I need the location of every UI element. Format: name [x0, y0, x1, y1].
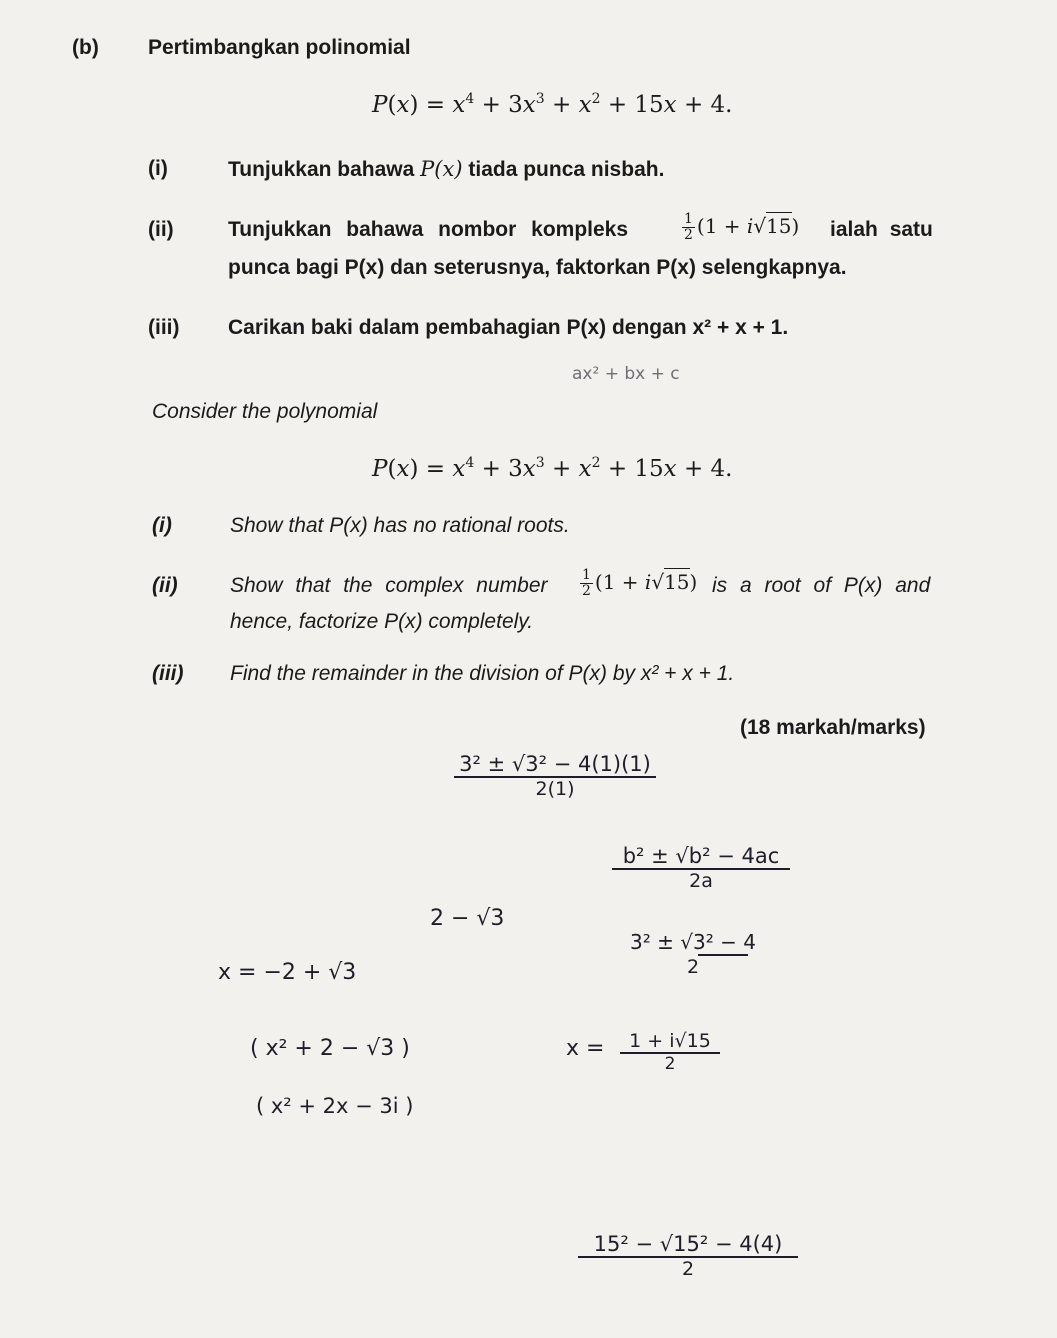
part-label: (b) — [72, 36, 99, 59]
malay-item-iii-text: Carikan baki dalam pembahagian P(x) dengan x² + x + 1. — [228, 316, 789, 339]
handwritten-fraction-5-numerator: 15² − √15² − 4(4) — [593, 1232, 783, 1256]
english-item-ii-number: (ii) — [152, 574, 178, 597]
handwritten-fraction-3-numerator: 3² ± √3² − 4 — [630, 930, 756, 954]
english-item-ii-line1-end: is a root of P(x) and — [712, 574, 931, 597]
handwritten-fraction-1-denominator: 2(1) — [535, 778, 575, 800]
english-item-iii-text: Find the remainder in the division of P(x) by x² + x + 1. — [230, 662, 735, 685]
malay-item-i-text: Tunjukkan bahawa P(x) tiada punca nisbah. — [228, 157, 665, 181]
malay-complex-number: $\frac{1}{2}$ (1 + i√15) — [684, 211, 800, 243]
handwritten-fraction-1-numerator: 3² ± √3² − 4(1)(1) — [459, 752, 651, 776]
english-item-iii-number: (iii) — [152, 662, 184, 685]
malay-item-ii-line1: Tunjukkan bahawa nombor kompleks — [228, 218, 629, 241]
english-item-i-text: Show that P(x) has no rational roots. — [230, 514, 570, 537]
handwritten-x-equals-neg2: x = −2 + √3 — [218, 960, 357, 985]
handwritten-x-equals: x = — [566, 1036, 605, 1061]
handwritten-fraction-4-denominator: 2 — [664, 1054, 676, 1074]
handwritten-factor-1: ( x² + 2 − √3 ) — [250, 1036, 410, 1061]
malay-item-ii-line2: punca bagi P(x) dan seterusnya, faktorkan P(x) selengkapnya. — [228, 256, 847, 279]
handwritten-fraction-4 — [620, 1030, 720, 1074]
handwritten-general-quadratic: ax² + bx + c — [572, 364, 680, 384]
english-polynomial: $P(x) = x^4 + 3x^3 + x^2 + 15x + 4$. — [372, 455, 733, 482]
handwritten-fraction-2-denominator: 2a — [689, 870, 713, 892]
handwritten-fraction-2 — [612, 844, 790, 892]
handwritten-fraction-5 — [578, 1232, 798, 1280]
malay-item-ii-number: (ii) — [148, 218, 174, 241]
marks-label: (18 markah/marks) — [740, 716, 926, 739]
english-item-ii-line1: Show that the complex number — [230, 574, 548, 597]
handwritten-fraction-1 — [454, 752, 656, 800]
malay-item-i-number: (i) — [148, 157, 168, 180]
handwritten-two-minus-root3: 2 − √3 — [430, 906, 505, 931]
english-complex-number: $\frac{1}{2}$ (1 + i√15) — [582, 567, 698, 599]
handwritten-fraction-3 — [618, 930, 768, 978]
handwritten-fraction-5-denominator: 2 — [681, 1258, 695, 1280]
malay-item-iii-number: (iii) — [148, 316, 180, 339]
handwritten-factor-2: ( x² + 2x − 3i ) — [256, 1094, 414, 1118]
english-intro: Consider the polynomial — [152, 400, 378, 423]
malay-polynomial: $P(x) = x^4 + 3x^3 + x^2 + 15x + 4$. — [372, 91, 733, 118]
english-item-i-number: (i) — [152, 514, 172, 537]
malay-item-ii-line1-end: ialah satu — [830, 218, 933, 241]
handwritten-fraction-2-numerator: b² ± √b² − 4ac — [622, 844, 780, 868]
malay-intro: Pertimbangkan polinomial — [148, 36, 411, 59]
handwritten-fraction-3-denominator: 2 — [686, 956, 700, 978]
english-item-ii-line2: hence, factorize P(x) completely. — [230, 610, 534, 633]
handwritten-fraction-4-numerator: 1 + i√15 — [629, 1030, 711, 1052]
